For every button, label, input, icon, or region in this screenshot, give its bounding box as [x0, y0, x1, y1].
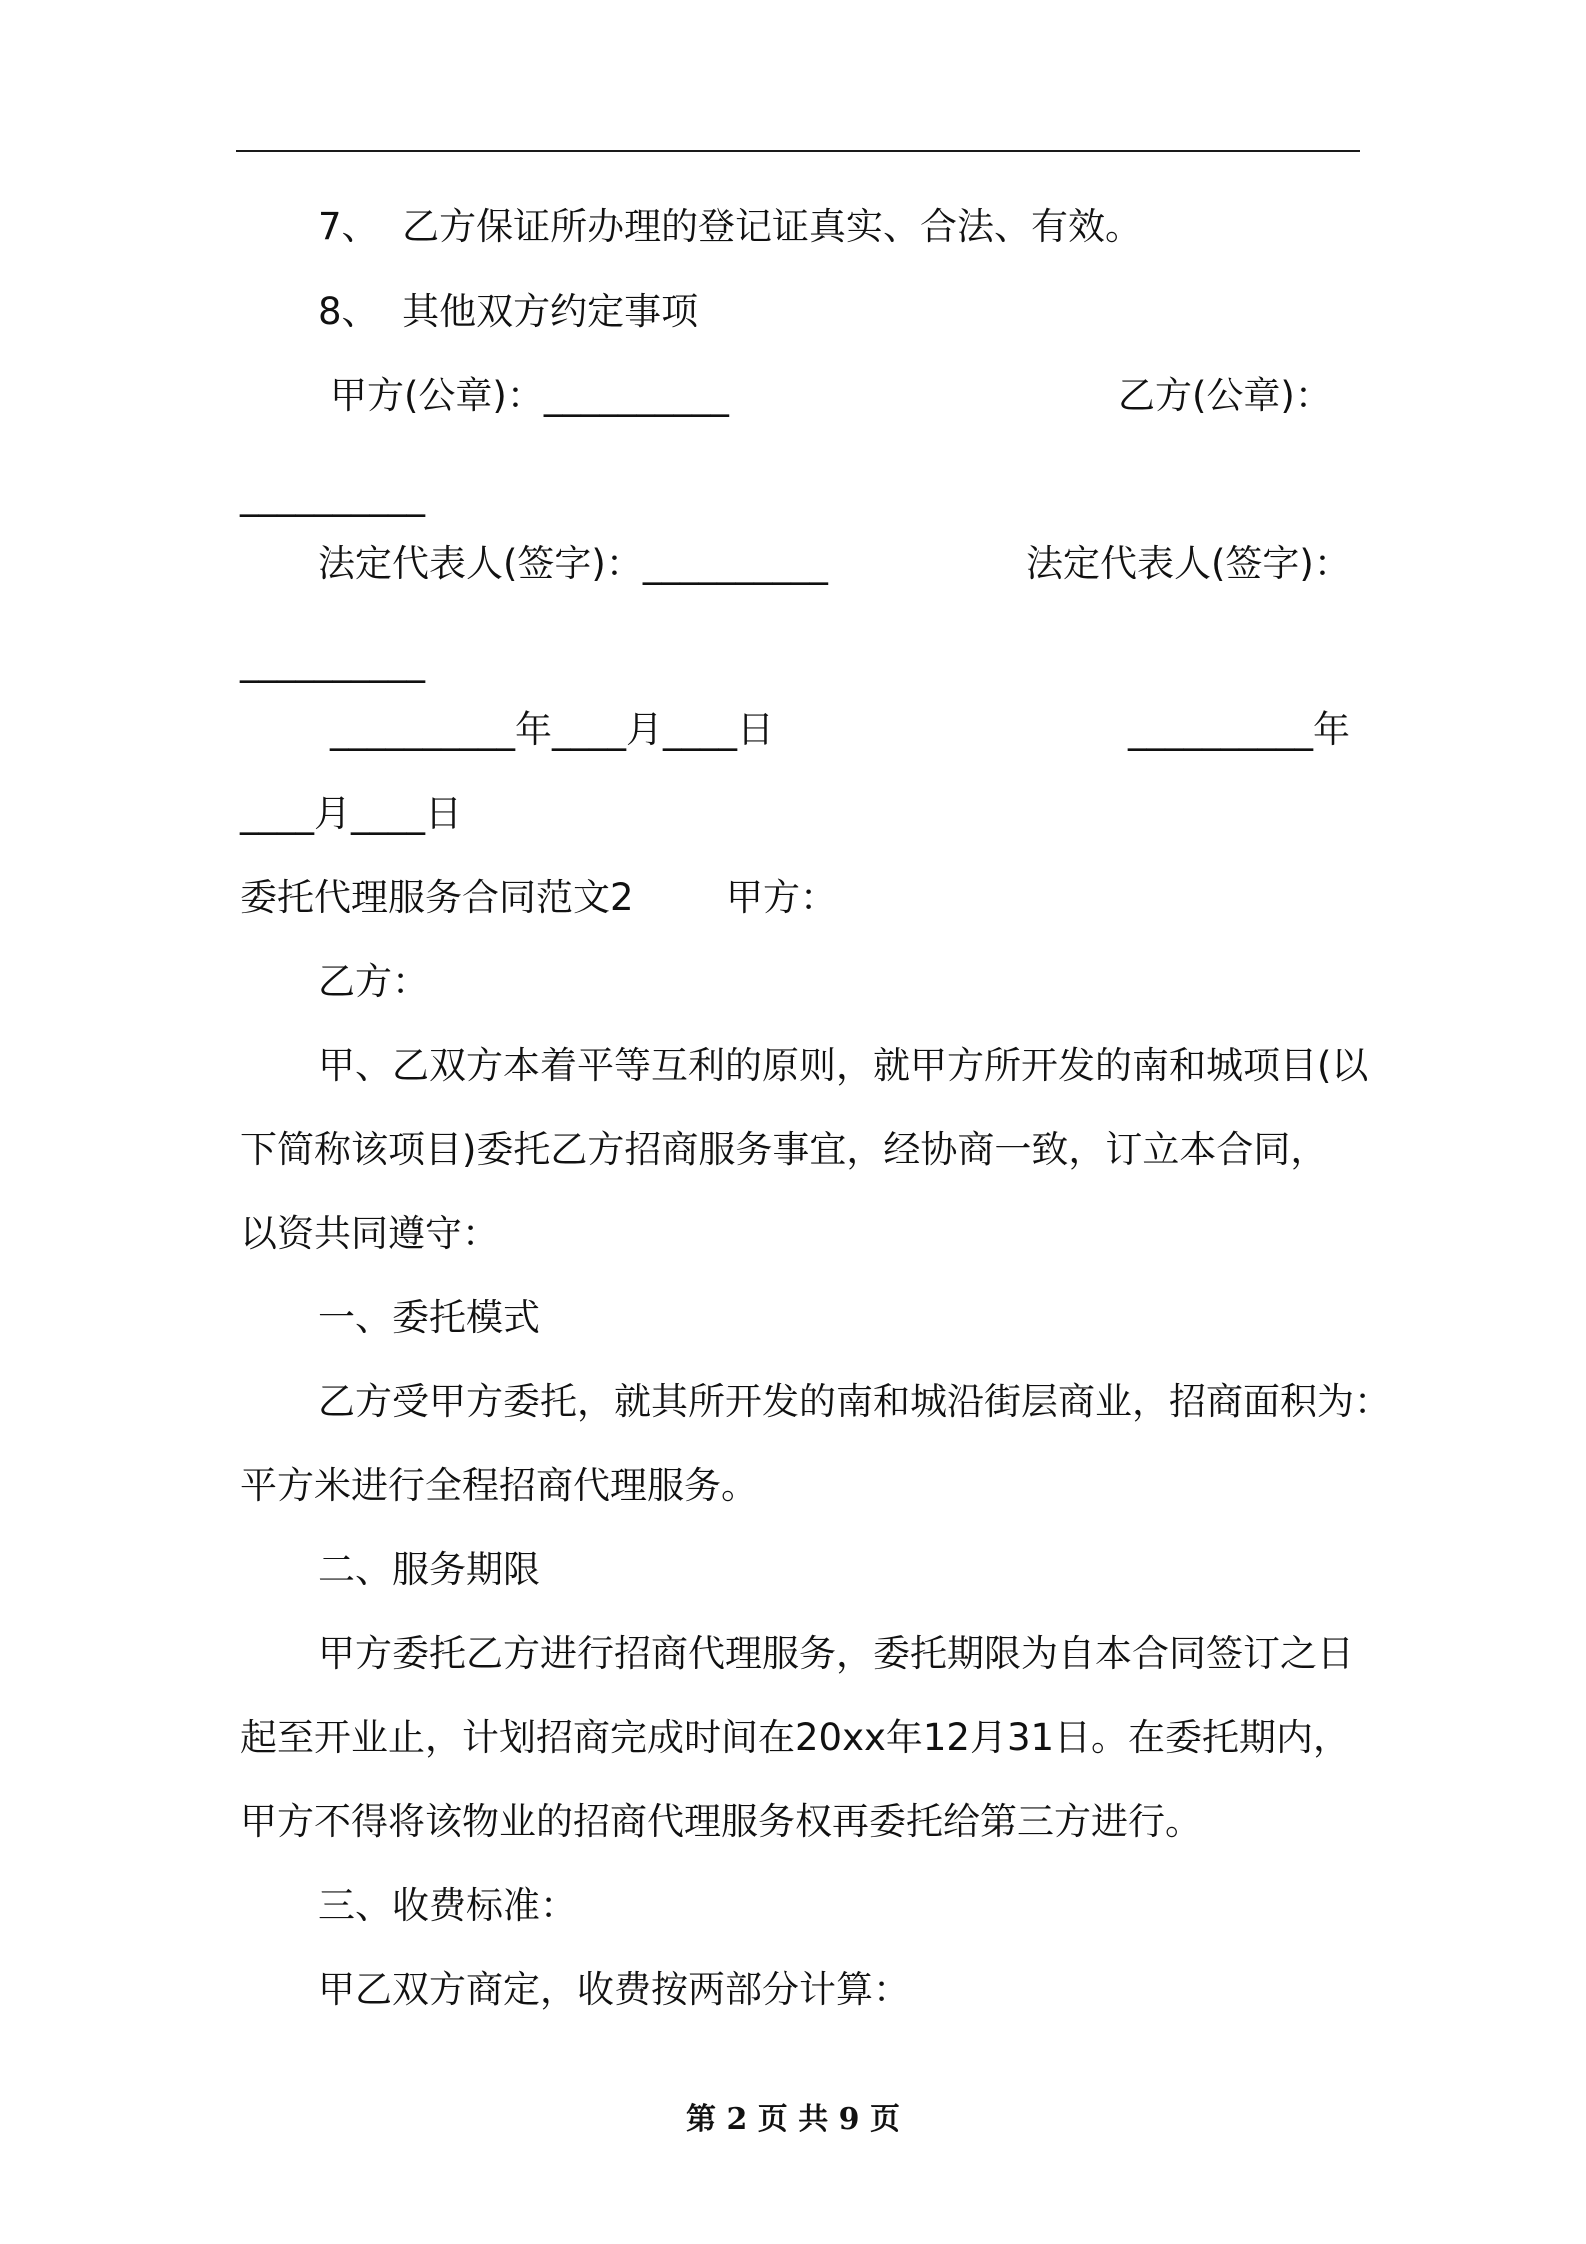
preamble-line-3: 以资共同遵守： [240, 1212, 499, 1255]
section-3-heading: 三、收费标准： [318, 1884, 577, 1927]
section-2-line-3: 甲方不得将该物业的招商代理服务权再委托给第三方进行。 [240, 1800, 1202, 1843]
preamble-line-2: 下简称该项目)委托乙方招商服务事宜，经协商一致，订立本合同， [240, 1128, 1328, 1171]
party-a-label: 甲方： [726, 876, 837, 919]
header-divider [236, 150, 1360, 152]
party-b-date-year: __________年 [1128, 708, 1350, 751]
party-b-rep-blank: __________ [240, 640, 425, 683]
contract-title: 委托代理服务合同范文2 [240, 876, 634, 919]
section-2-line-2: 起至开业止，计划招商完成时间在20xx年12月31日。在委托期内， [240, 1716, 1351, 1759]
preamble-line-1: 甲、乙双方本着平等互利的原则，就甲方所开发的南和城项目(以 [318, 1044, 1369, 1087]
clause-7: 7、 乙方保证所办理的登记证真实、合法、有效。 [318, 205, 1143, 248]
section-2-heading: 二、服务期限 [318, 1548, 540, 1591]
party-b-seal-blank: __________ [240, 474, 425, 517]
party-a-date: __________年____月____日 [330, 708, 774, 751]
clause-8: 8、 其他双方约定事项 [318, 290, 699, 333]
section-1-line-2: 平方米进行全程招商代理服务。 [240, 1464, 758, 1507]
party-b-rep: 法定代表人(签字)： [1026, 542, 1351, 585]
section-3-line-1: 甲乙双方商定，收费按两部分计算： [318, 1968, 910, 2011]
section-1-line-1: 乙方受甲方委托，就其所开发的南和城沿街层商业，招商面积为： [318, 1380, 1391, 1423]
section-2-line-1: 甲方委托乙方进行招商代理服务，委托期限为自本合同签订之日 [318, 1632, 1354, 1675]
section-1-heading: 一、委托模式 [318, 1296, 540, 1339]
party-b-label: 乙方： [318, 960, 429, 1003]
party-a-seal: 甲方(公章)：__________ [330, 374, 729, 417]
party-b-date-month-day: ____月____日 [240, 792, 462, 835]
party-b-seal: 乙方(公章)： [1118, 374, 1332, 417]
page-number: 第 2 页 共 9 页 [686, 2102, 900, 2137]
party-a-rep: 法定代表人(签字)：__________ [318, 542, 828, 585]
